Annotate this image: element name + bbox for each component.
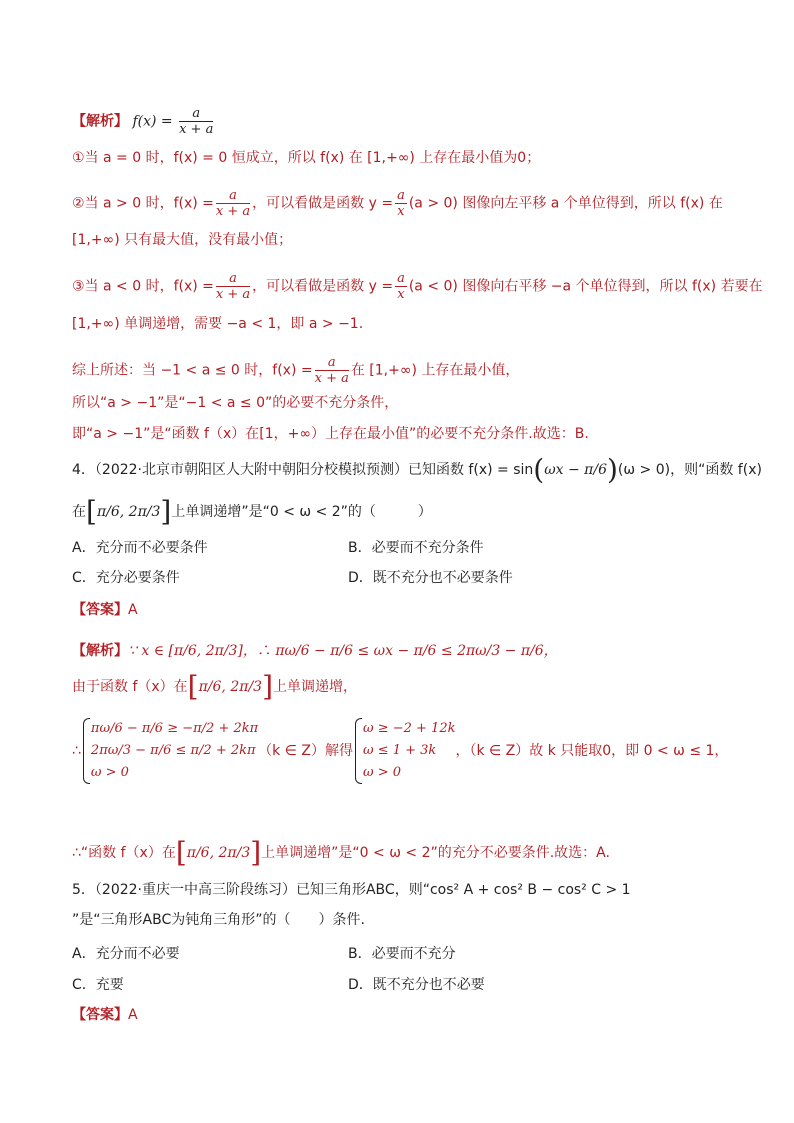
case-2-cont: [1,+∞) 只有最大值，没有最小值；	[72, 232, 293, 248]
so-line-1: 所以“a > −1”是“−1 < a ≤ 0”的必要不充分条件，	[72, 395, 399, 411]
q4-system: ∴ πω/6 − π/6 ≥ −π/2 + 2kπ 2πω/3 − π/6 ≤ π/2 + 2kπ ω > 0 （k ∈ Z）解得 ω ≥ −2 + 12k ω ≤ 1 + 3k ω > 0 ，（k ∈ Z）故 k 只能取0，即 0 < ω ≤ 1，	[72, 718, 728, 784]
q4-stem: 4．（2022·北京市朝阳区人大附中朝阳分校模拟预测）已知函数 f(x) = sin(ωx − π/6)(ω > 0)，则“函数 f(x)	[72, 453, 762, 486]
analysis-intro: 【解析】 f(x) = $\frac{a}{x + a}$	[72, 106, 214, 137]
system-left: πω/6 − π/6 ≥ −π/2 + 2kπ 2πω/3 − π/6 ≤ π/2 + 2kπ ω > 0	[81, 718, 258, 784]
q4-option-d: D．既不充分也不必要条件	[348, 570, 513, 586]
case-3: ③当 a < 0 时，f(x) = $\frac{a}{x + a}$ ，可以看做是函数 y = $\frac{a}{x}$ (a < 0) 图像向右平移 −a 个单位得到，所以 f(x) 若要在	[72, 271, 763, 302]
q4-conclusion: ∴“函数 f（x）在[π/6, 2π/3]上单调递增”是“0 < ω < 2”的充分不必要条件.故选：A.	[72, 836, 610, 869]
q5-option-a: A．充分而不必要	[72, 946, 180, 962]
case-2: ②当 a > 0 时，f(x) = $\frac{a}{x + a}$ ，可以看做是函数 y = $\frac{a}{x}$ (a > 0) 图像向左平移 a 个单位得到，所以 f(x) 在	[72, 188, 723, 219]
q4-analysis-1: 【解析】∵ x ∈ [π/6, 2π/3]，∴ πω/6 − π/6 ≤ ωx − π/6 ≤ 2πω/3 − π/6，	[72, 643, 558, 659]
system-right: ω ≥ −2 + 12k ω ≤ 1 + 3k ω > 0	[353, 718, 456, 784]
q5-stem-cont: ”是“三角形ABC为钝角三角形”的（ ）条件.	[72, 912, 365, 928]
q4-stem-cont: 在[π/6, 2π/3]上单调递增”是“0 < ω < 2”的（ ）	[72, 495, 432, 528]
q4-analysis-2: 由于函数 f（x）在[π/6, 2π/3]上单调递增，	[72, 670, 358, 703]
q5-option-b: B．必要而不充分	[348, 946, 456, 962]
analysis-tag: 【解析】	[72, 113, 128, 130]
so-line-2: 即“a > −1”是“函数 f（x）在[1，+∞）上存在最小值”的必要不充分条件.故选：B.	[72, 426, 589, 442]
summary: 综上所述：当 −1 < a ≤ 0 时，f(x) = $\frac{a}{x + a}$ 在 [1,+∞) 上存在最小值，	[72, 355, 520, 386]
q5-option-d: D．既不充分也不必要	[348, 977, 485, 993]
case-3-cont: [1,+∞) 单调递增，需要 −a < 1，即 a > −1.	[72, 316, 364, 332]
q5-answer: 【答案】A	[72, 1007, 138, 1023]
q4-answer: 【答案】A	[72, 602, 138, 618]
q5-option-c: C．充要	[72, 977, 124, 993]
q4-option-c: C．充分必要条件	[72, 570, 180, 586]
case-1: ①当 a = 0 时，f(x) = 0 恒成立，所以 f(x) 在 [1,+∞) 上存在最小值为0；	[72, 150, 541, 166]
q5-stem: 5．（2022·重庆一中高三阶段练习）已知三角形ABC，则“cos² A + cos² B − cos² C > 1	[72, 882, 631, 898]
q4-option-a: A．充分而不必要条件	[72, 540, 208, 556]
q4-option-b: B．必要而不充分条件	[348, 540, 484, 556]
